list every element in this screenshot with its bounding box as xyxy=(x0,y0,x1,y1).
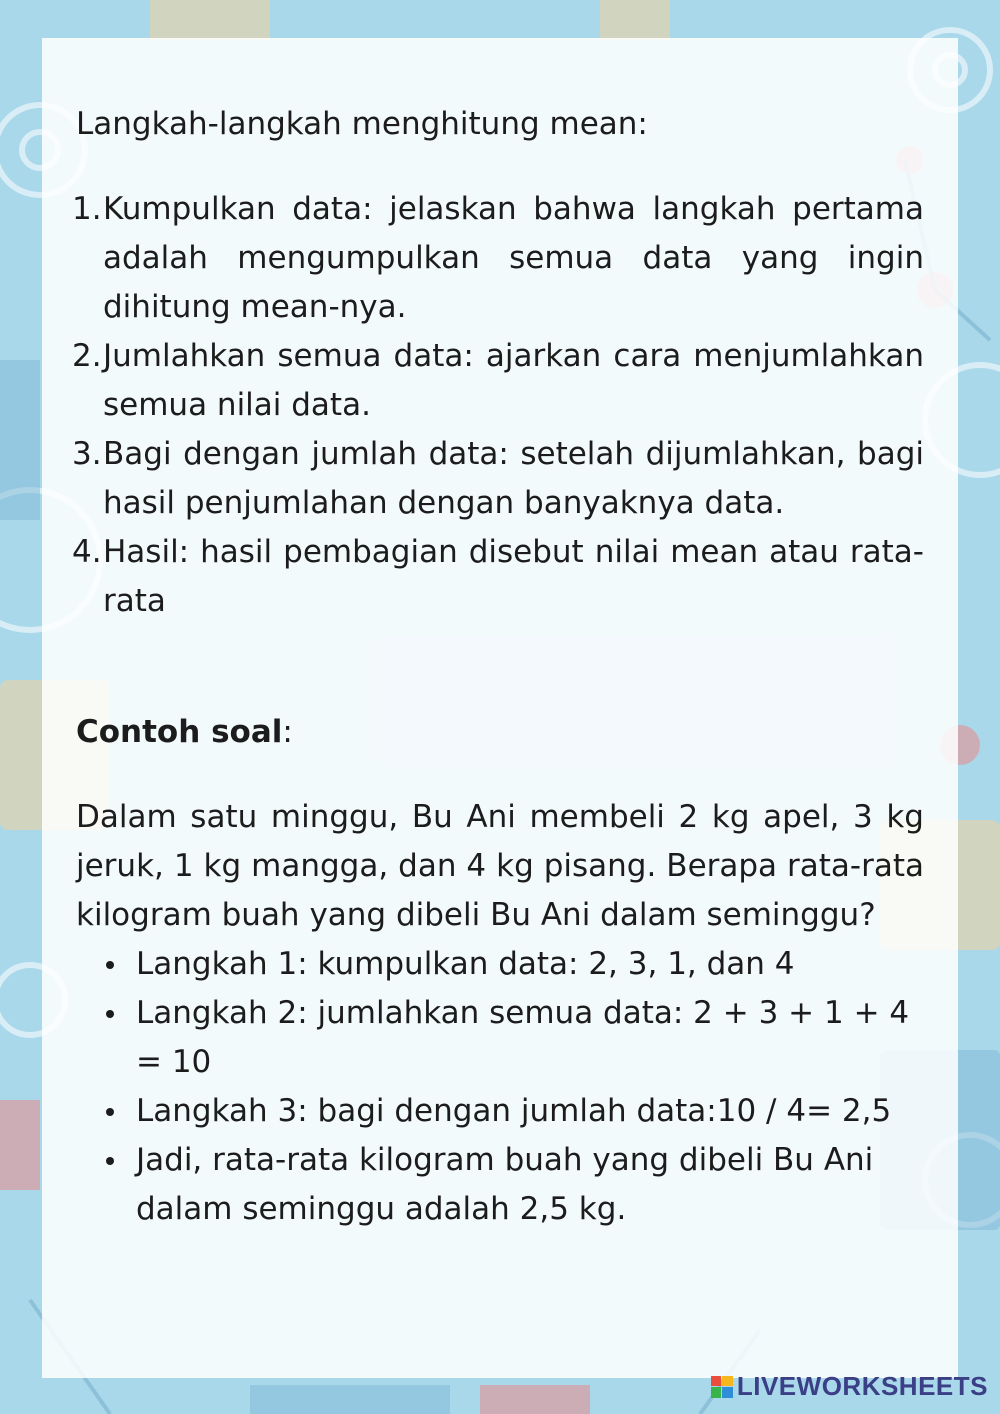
step-item xyxy=(72,528,924,626)
liveworksheets-logo-icon xyxy=(711,1376,733,1398)
example-title xyxy=(76,708,924,757)
example-title-text: Contoh soal xyxy=(76,714,283,750)
step-number: 3. xyxy=(72,436,102,472)
step-item xyxy=(72,430,924,528)
bullet-icon xyxy=(106,1157,114,1165)
solution-item xyxy=(76,1087,924,1136)
solution-item xyxy=(76,989,924,1087)
example-title-colon: : xyxy=(282,714,293,750)
step-text: Kumpulkan data: jelaskan bahwa langkah pertama adalah mengumpulkan semua data yang ingin dihitung mean-nya. xyxy=(103,191,924,325)
watermark-text: LIVEWORKSHEETS xyxy=(736,1371,988,1401)
example-problem: Dalam satu minggu, Bu Ani membeli 2 kg apel, 3 kg jeruk, 1 kg mangga, dan 4 kg pisang. Berapa rata-rata kilogram buah yang dibeli Bu Ani dalam seminggu? xyxy=(76,799,924,933)
solution-text: Jadi, rata-rata kilogram buah yang dibeli Bu Ani dalam seminggu adalah 2,5 kg. xyxy=(136,1142,874,1227)
bullet-icon xyxy=(106,1010,114,1018)
solution-text: Langkah 2: jumlahkan semua data: 2 + 3 + 1 + 4 = 10 xyxy=(136,995,910,1080)
bullet-icon xyxy=(106,961,114,969)
step-number: 4. xyxy=(72,534,102,570)
step-number: 2. xyxy=(72,338,102,374)
liveworksheets-watermark xyxy=(711,1371,988,1402)
steps-list xyxy=(72,185,924,626)
solution-item xyxy=(76,1136,924,1234)
worksheet-content xyxy=(72,100,924,1234)
page-heading: Langkah-langkah menghitung mean: xyxy=(76,106,648,142)
bullet-icon xyxy=(106,1108,114,1116)
solution-text: Langkah 3: bagi dengan jumlah data:10 / 4= 2,5 xyxy=(136,1093,892,1129)
solution-text: Langkah 1: kumpulkan data: 2, 3, 1, dan 4 xyxy=(136,946,795,982)
step-text: Bagi dengan jumlah data: setelah dijumlahkan, bagi hasil penjumlahan dengan banyaknya data. xyxy=(103,436,924,521)
step-item xyxy=(72,332,924,430)
step-item xyxy=(72,185,924,332)
step-number: 1. xyxy=(72,191,102,227)
solution-list xyxy=(76,940,924,1234)
step-text: Hasil: hasil pembagian disebut nilai mean atau rata-rata xyxy=(103,534,924,619)
step-text: Jumlahkan semua data: ajarkan cara menjumlahkan semua nilai data. xyxy=(103,338,924,423)
solution-item xyxy=(76,940,924,989)
